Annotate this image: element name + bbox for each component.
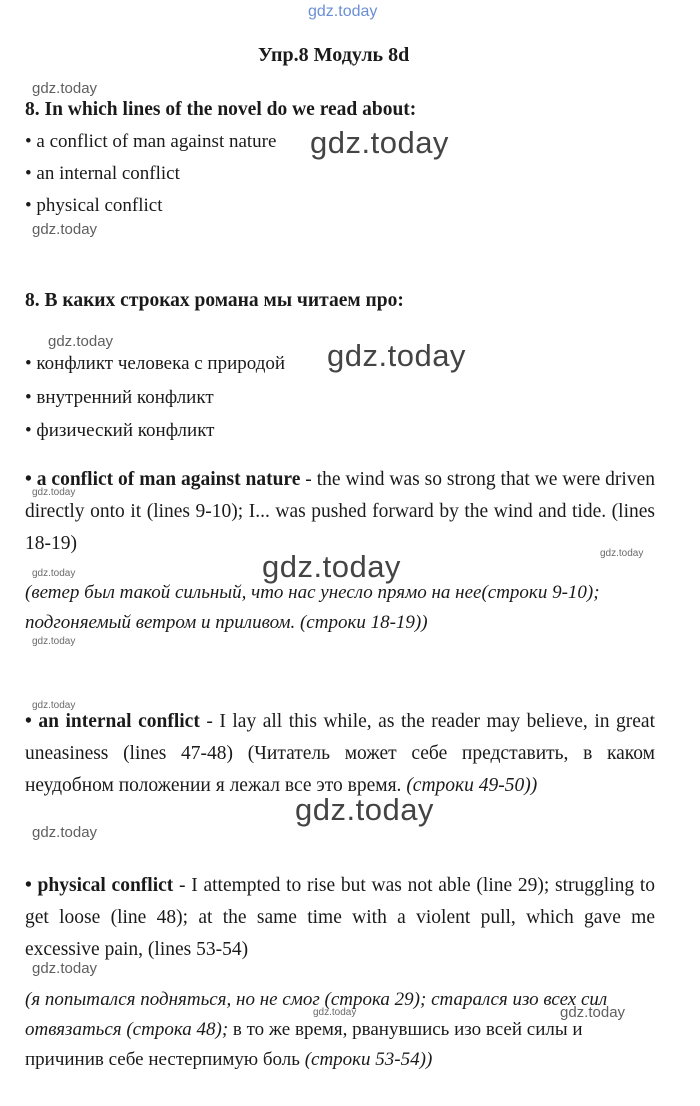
watermark: gdz.today xyxy=(48,333,114,350)
page-title: Упр.8 Модуль 8d xyxy=(258,44,410,66)
question-item-ru: • физический конфликт xyxy=(25,420,215,441)
answer-text: - I attempted to rise but was not able (line 29); struggling to get loose (line 48); at the same time with a violent pull, which gave me excessive pain, (lines 53-54) xyxy=(25,875,656,960)
answer-paragraph xyxy=(25,706,655,802)
question-heading-ru: 8. В каких строках романа мы читаем про: xyxy=(25,290,404,311)
answer-term: • a conflict of man against nature xyxy=(25,469,301,490)
watermark: gdz.today xyxy=(32,568,76,579)
answer-text: - I lay all this while, as the reader may believe, in great uneasiness (lines 47-48) (Читатель может себе представить, в каком неудобном положении я лежал все это время. xyxy=(25,711,655,796)
answer-term: • an internal conflict xyxy=(25,711,200,732)
watermark-top: gdz.today xyxy=(308,3,378,20)
answer-translation: (ветер был такой сильный, что нас унесло прямо на нее(строки 9-10); подгоняемый ветром и приливом. (строки 18-19)) xyxy=(25,582,600,633)
watermark: gdz.today xyxy=(313,1007,357,1018)
answer-paragraph xyxy=(25,464,655,560)
answer-text: - the wind was so strong that we were driven directly onto it (lines 9-10); I... was pushed forward by the wind and tide. (lines 18-19) xyxy=(25,469,655,554)
answer-translation xyxy=(25,985,657,1075)
watermark: gdz.today xyxy=(600,548,644,559)
question-heading-en: 8. In which lines of the novel do we read about: xyxy=(25,99,417,120)
question-item-en: • a conflict of man against nature xyxy=(25,131,277,152)
answer-text-italic: (строки 49-50)) xyxy=(406,775,538,796)
watermark: gdz.today xyxy=(32,487,76,498)
watermark: gdz.today xyxy=(32,824,98,841)
watermark-large: gdz.today xyxy=(295,792,434,827)
translation-part: в то же время, рванувшись изо всей силы и причинив себе нестерпимую боль xyxy=(25,1019,583,1070)
question-item-ru: • конфликт человека с природой xyxy=(25,353,286,374)
watermark: gdz.today xyxy=(32,221,98,238)
watermark: gdz.today xyxy=(32,960,98,977)
question-item-ru: • внутренний конфликт xyxy=(25,387,214,408)
translation-part: (я попытался подняться, но не смог (строка 29); старался изо всех сил отвязаться (строка 48); xyxy=(25,989,608,1040)
watermark-large: gdz.today xyxy=(310,125,449,160)
watermark: gdz.today xyxy=(32,80,98,97)
watermark: gdz.today xyxy=(32,700,76,711)
answer-term: • physical conflict xyxy=(25,875,174,896)
watermark-large: gdz.today xyxy=(327,338,466,373)
watermark-large: gdz.today xyxy=(262,549,401,584)
translation-part: (строки 53-54)) xyxy=(304,1049,433,1070)
answer-paragraph xyxy=(25,870,655,966)
watermark: gdz.today xyxy=(560,1004,626,1021)
question-item-en: • an internal conflict xyxy=(25,163,180,184)
watermark: gdz.today xyxy=(32,636,76,647)
question-item-en: • physical conflict xyxy=(25,195,163,216)
